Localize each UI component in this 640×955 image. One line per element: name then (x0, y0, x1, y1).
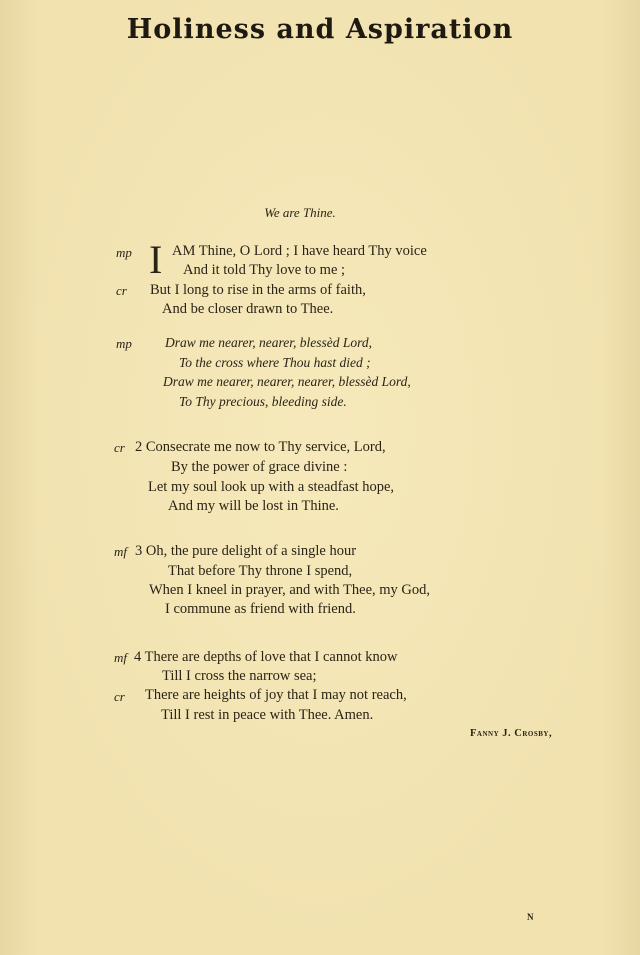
verse1-line2: And it told Thy love to me ; (183, 262, 346, 278)
verse1-line3: But I long to rise in the arms of faith, (150, 282, 366, 298)
hymn-author: Fanny J. Crosby, (470, 728, 553, 739)
chorus-line1: Draw me nearer, nearer, blessèd Lord, (165, 335, 372, 350)
verse2-line1: 2 Consecrate me now to Thy service, Lord, (135, 439, 386, 455)
chorus-line4: To Thy precious, bleeding side. (179, 394, 347, 409)
hymn-subtitle: We are Thine. (264, 205, 336, 220)
verse4-line1: 4 There are depths of love that I cannot know (134, 649, 398, 665)
verse1-line4: And be closer drawn to Thee. (162, 301, 334, 317)
dynamic-cr: cr (116, 283, 127, 298)
dynamic-mp: mp (116, 245, 132, 260)
signature-mark: N (527, 912, 534, 922)
verse2-line3: Let my soul look up with a steadfast hope, (148, 479, 395, 495)
verse4-line2: Till I cross the narrow sea; (162, 668, 317, 684)
dynamic-cr: cr (114, 689, 125, 704)
verse2-line2: By the power of grace divine : (171, 459, 348, 475)
dynamic-mp: mp (116, 336, 132, 351)
verse3-line2: That before Thy throne I spend, (168, 563, 353, 579)
dynamic-mf: mf (114, 650, 127, 665)
dynamic-mf: mf (114, 544, 127, 559)
chorus-line3: Draw me nearer, nearer, nearer, blessèd Lord, (163, 374, 411, 389)
verse1-line1: AM Thine, O Lord ; I have heard Thy voice (172, 243, 427, 259)
verse3-line3: When I kneel in prayer, and with Thee, my God, (149, 582, 431, 598)
verse4-line4: Till I rest in peace with Thee. Amen. (161, 707, 374, 723)
verse4-line3: There are heights of joy that I may not reach, (145, 687, 407, 703)
dynamic-cr: cr (114, 440, 125, 455)
verse2-line4: And my will be lost in Thine. (168, 498, 339, 514)
chorus-line2: To the cross where Thou hast died ; (179, 355, 371, 370)
verse3-line4: I commune as friend with friend. (165, 601, 356, 617)
verse3-line1: 3 Oh, the pure delight of a single hour (135, 543, 357, 559)
section-title: Holiness and Aspiration (126, 14, 514, 45)
drop-cap: I (149, 237, 163, 282)
